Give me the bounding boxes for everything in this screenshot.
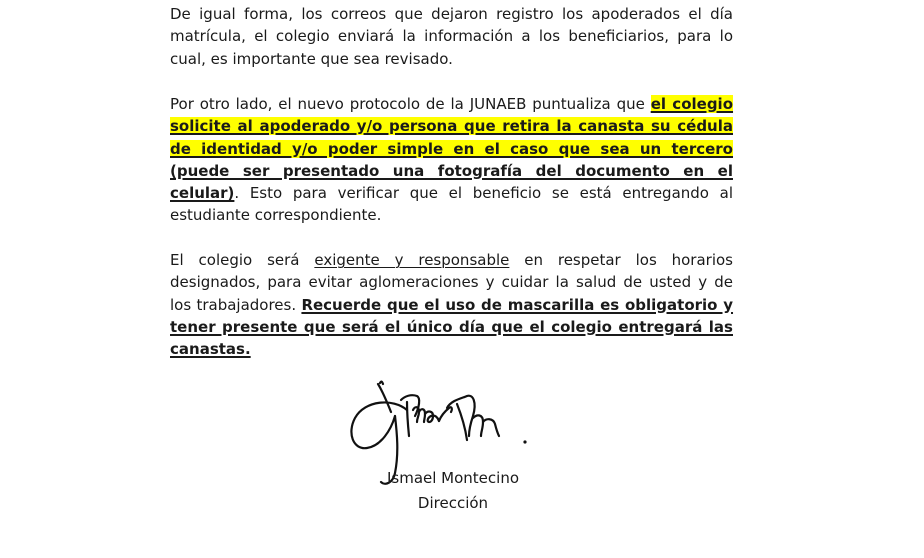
paragraph-email-records: [170, 3, 733, 70]
paragraph-1-text: De igual forma, los correos que dejaron registro los apoderados el día matrícula, el colegio enviará la información a los beneficiarios, para lo cual, es importante que sea revisado.: [170, 5, 733, 68]
signer-role: Dirección: [417, 494, 489, 512]
paragraph-2-tail: . Esto para verificar que el beneficio se está entregando al estudiante correspondiente.: [170, 184, 733, 225]
photo-document-note: (puede ser presentado una fotografía del documento en el celular): [170, 161, 733, 203]
paragraph-3-middle: en respetar los horarios designados, para evitar aglomeraciones y cuidar la salud de usted y de los trabajadores.: [170, 251, 733, 314]
paragraph-3-intro: El colegio será: [170, 251, 315, 269]
paragraph-2-intro: Por otro lado, el nuevo protocolo de la JUNAEB puntualiza que: [170, 95, 651, 113]
paragraph-junaeb-protocol: [170, 93, 733, 227]
paragraph-schedule-rules: [170, 249, 733, 360]
signer-name: Ismael Montecino: [386, 469, 520, 487]
mask-reminder: Recuerde que el uso de mascarilla es obligatorio y tener presente que será el único día que el colegio entregará las canastas.: [170, 295, 734, 359]
underlined-phrase: exigente y responsable: [314, 251, 510, 269]
highlighted-requirement: el colegio solicite al apoderado y/o persona que retira la canasta su cédula de identidad y/o poder simple en el caso que sea un tercero: [170, 95, 734, 158]
